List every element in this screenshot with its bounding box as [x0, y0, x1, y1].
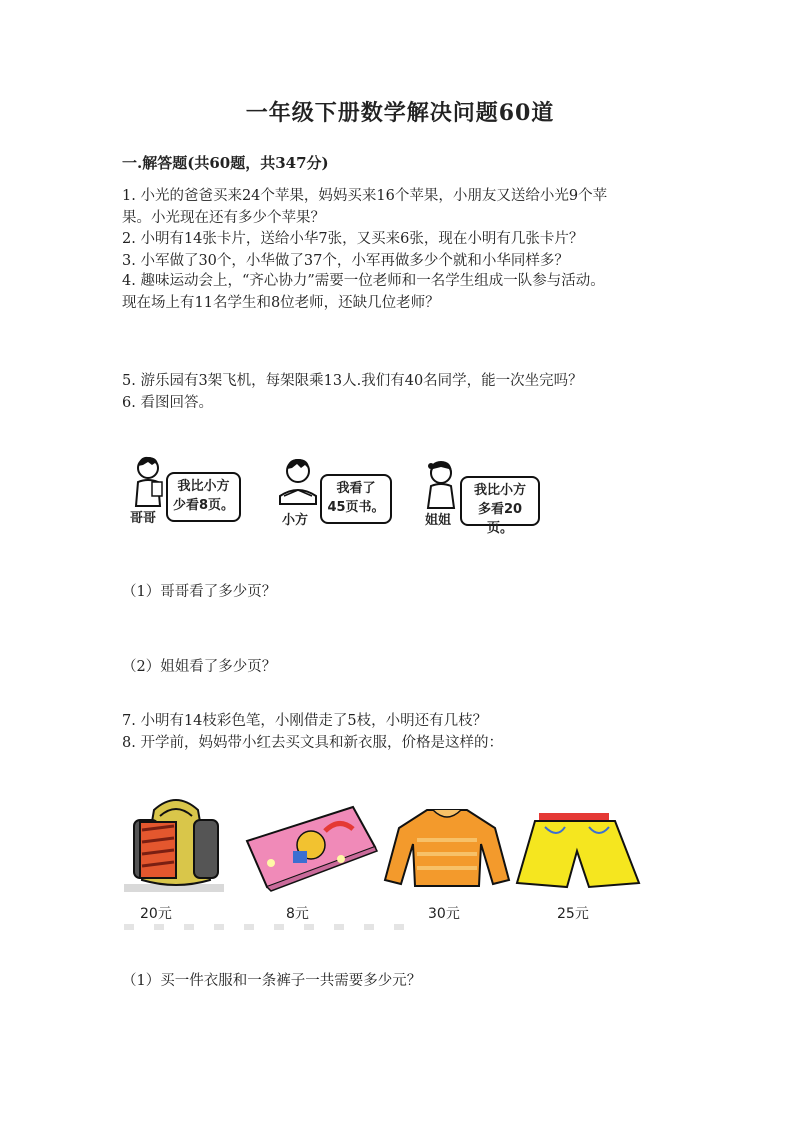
question-2: 2. 小明有14张卡片，送给小华7张，又买来6张，现在小明有几张卡片？: [122, 231, 584, 247]
question-5-6-block: [122, 371, 682, 414]
section-heading: 一.解答题(共60题，共347分): [122, 154, 329, 172]
question-5: 5. 游乐园有3架飞机，每架限乘13人.我们有40名同学，能一次坐完吗？: [122, 373, 583, 389]
shorts-icon: [515, 811, 643, 893]
question-8-sub-1: （1）买一件衣服和一条裤子一共需要多少元？: [122, 973, 422, 989]
question-3: 3. 小军做了30个，小华做了37个，小军再做多少个就和小华同样多？: [122, 252, 569, 269]
speech-3-line-1: 我比小方: [473, 483, 526, 498]
price-backpack: 20元: [140, 906, 172, 922]
boy-with-book-icon: [276, 456, 320, 508]
question-1-line-2: 果。小光现在还有多少个苹果？: [122, 209, 325, 226]
price-sweater: 30元: [428, 906, 460, 922]
backpack-icon: [124, 790, 228, 894]
kid-label-3: 姐姐: [425, 513, 452, 528]
price-pencil-case: 8元: [286, 906, 309, 922]
page-title: 一年级下册数学解决问题60道: [245, 100, 555, 126]
speech-2-line-2: 45页书。: [327, 500, 385, 515]
question-8: 8. 开学前，妈妈带小红去买文具和新衣服，价格是这样的：: [122, 734, 503, 751]
speech-2-line-1: 我看了: [336, 481, 376, 496]
girl-reading-icon: [422, 458, 460, 510]
question-1-4-block: [122, 186, 682, 272]
price-shorts: 25元: [557, 906, 589, 922]
boy-reading-icon: [128, 454, 168, 510]
question-4-block: [122, 271, 682, 314]
kid-label-2: 小方: [282, 513, 309, 528]
speech-3-line-2: 多看20页。: [477, 502, 523, 536]
question-6: 6. 看图回答。: [122, 394, 213, 411]
question-6-sub-1: （1）哥哥看了多少页？: [122, 584, 277, 600]
sweater-icon: [383, 804, 511, 888]
speech-1-line-1: 我比小方: [177, 479, 230, 494]
kid-label-1: 哥哥: [130, 511, 157, 526]
question-7: 7. 小明有14枝彩色笔，小刚借走了5枝，小明还有几枝？: [122, 713, 488, 729]
faint-scan-line: [124, 924, 424, 930]
question-7-8-block: [122, 711, 682, 754]
pencil-case-icon: [241, 803, 379, 893]
question-4-line-2: 现在场上有11名学生和8位老师，还缺几位老师？: [122, 294, 440, 311]
speech-bubble-2: [320, 474, 392, 524]
question-1-line-1: 1. 小光的爸爸买来24个苹果，妈妈买来16个苹果，小朋友又送给小光9个苹: [122, 188, 608, 204]
question-4-line-1: 4. 趣味运动会上，“齐心协力”需要一位老师和一名学生组成一队参与活动。: [122, 273, 605, 289]
speech-1-line-2: 少看8页。: [172, 498, 235, 513]
question-6-sub-2: （2）姐姐看了多少页？: [122, 659, 277, 675]
speech-bubble-1: [166, 472, 241, 522]
speech-bubble-3: [460, 476, 540, 536]
